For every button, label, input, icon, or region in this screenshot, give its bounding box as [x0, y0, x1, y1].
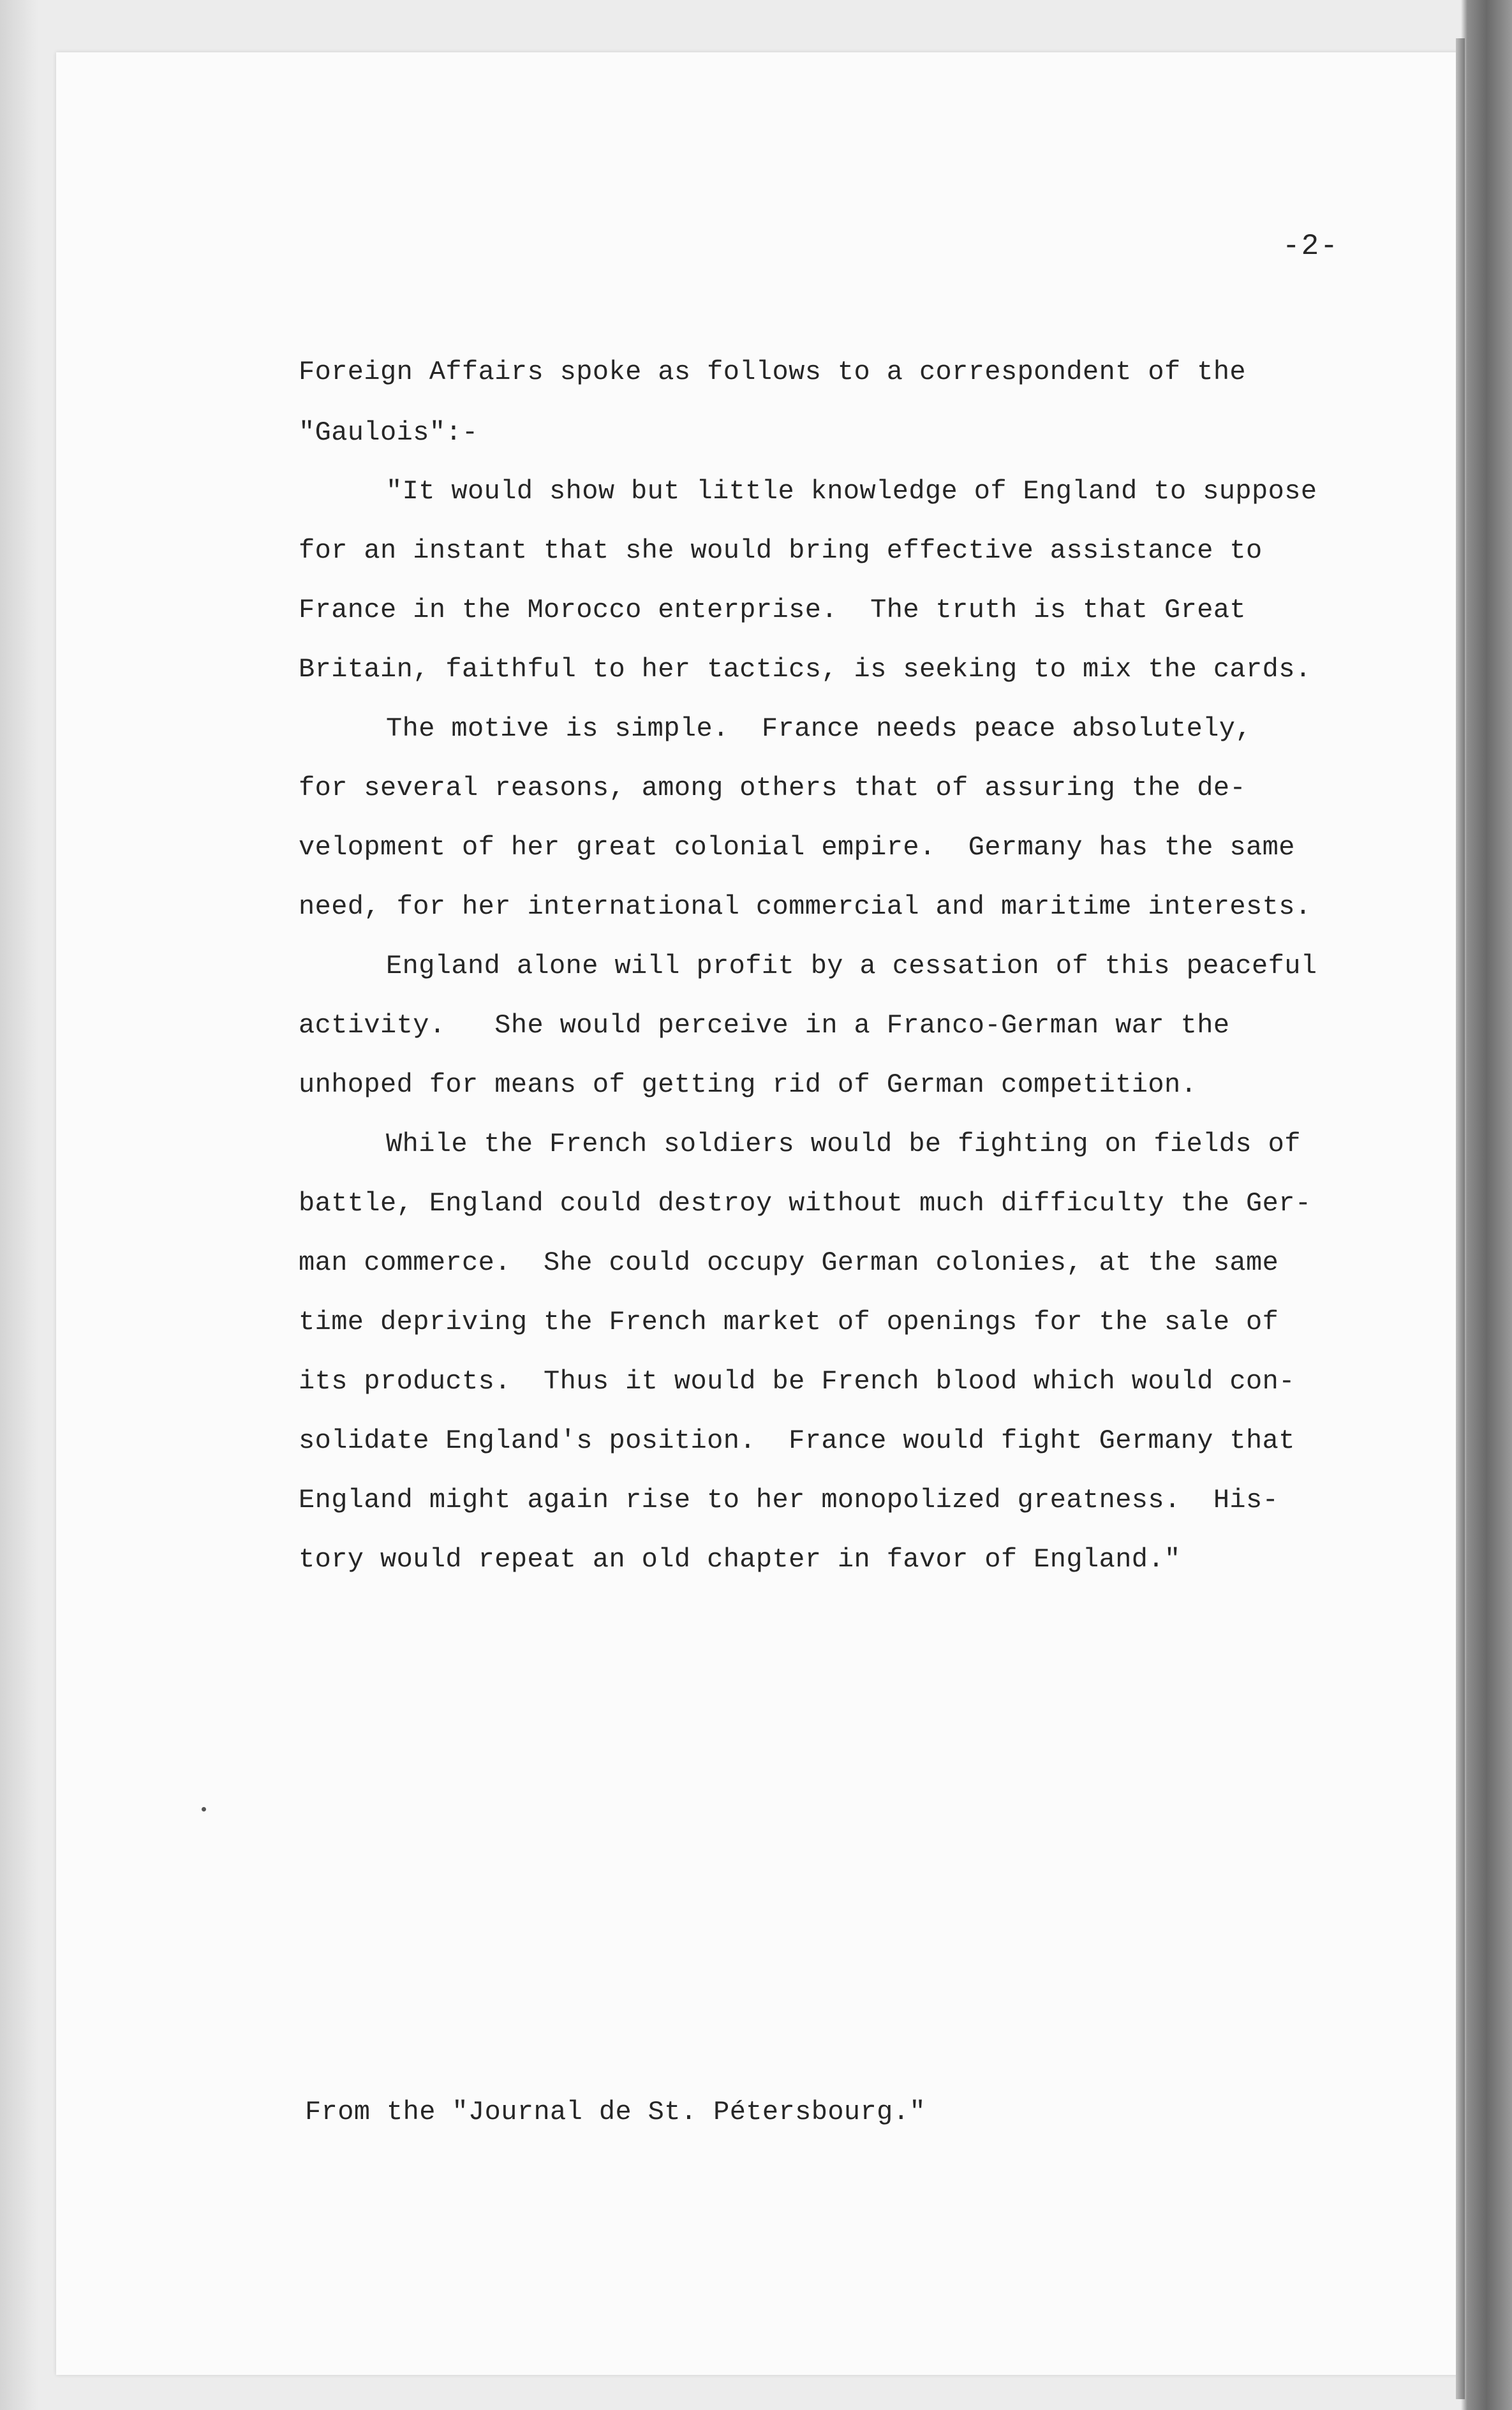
text-line: England might again rise to her monopolized greatness. His- [299, 1485, 1279, 1515]
text-line: The motive is simple. France needs peace absolutely, [386, 713, 1252, 744]
text-line: Foreign Affairs spoke as follows to a correspondent of the [299, 357, 1247, 387]
text-line: need, for her international commercial and maritime interests. [299, 891, 1312, 922]
text-line: tory would repeat an old chapter in favor of England." [299, 1544, 1181, 1575]
text-line: While the French soldiers would be fighting on fields of [386, 1129, 1301, 1159]
source-line: From the "Journal de St. Pétersbourg." [305, 2097, 926, 2127]
text-line: "Gaulois":- [299, 417, 478, 448]
text-line: unhoped for means of getting rid of German competition. [299, 1069, 1197, 1100]
text-line: for several reasons, among others that of assuring the de- [299, 773, 1247, 803]
text-line: its products. Thus it would be French blood which would con- [299, 1366, 1295, 1397]
speck-mark [202, 1807, 206, 1811]
text-line: France in the Morocco enterprise. The truth is that Great [299, 595, 1247, 625]
page-number: -2- [1282, 230, 1339, 263]
text-line: England alone will profit by a cessation of this peaceful [386, 951, 1317, 981]
text-line: Britain, faithful to her tactics, is seeking to mix the cards. [299, 654, 1312, 685]
text-line: time depriving the French market of openings for the sale of [299, 1307, 1279, 1337]
text-line: velopment of her great colonial empire. Germany has the same [299, 832, 1295, 863]
text-line: activity. She would perceive in a Franco-German war the [299, 1010, 1230, 1041]
text-line: "It would show but little knowledge of England to suppose [386, 476, 1317, 507]
text-line: man commerce. She could occupy German colonies, at the same [299, 1247, 1279, 1278]
text-line: for an instant that she would bring effective assistance to [299, 535, 1263, 566]
page-edge [1456, 38, 1465, 2399]
text-line: solidate England's position. France would fight Germany that [299, 1425, 1295, 1456]
text-line: battle, England could destroy without much difficulty the Ger- [299, 1188, 1312, 1219]
